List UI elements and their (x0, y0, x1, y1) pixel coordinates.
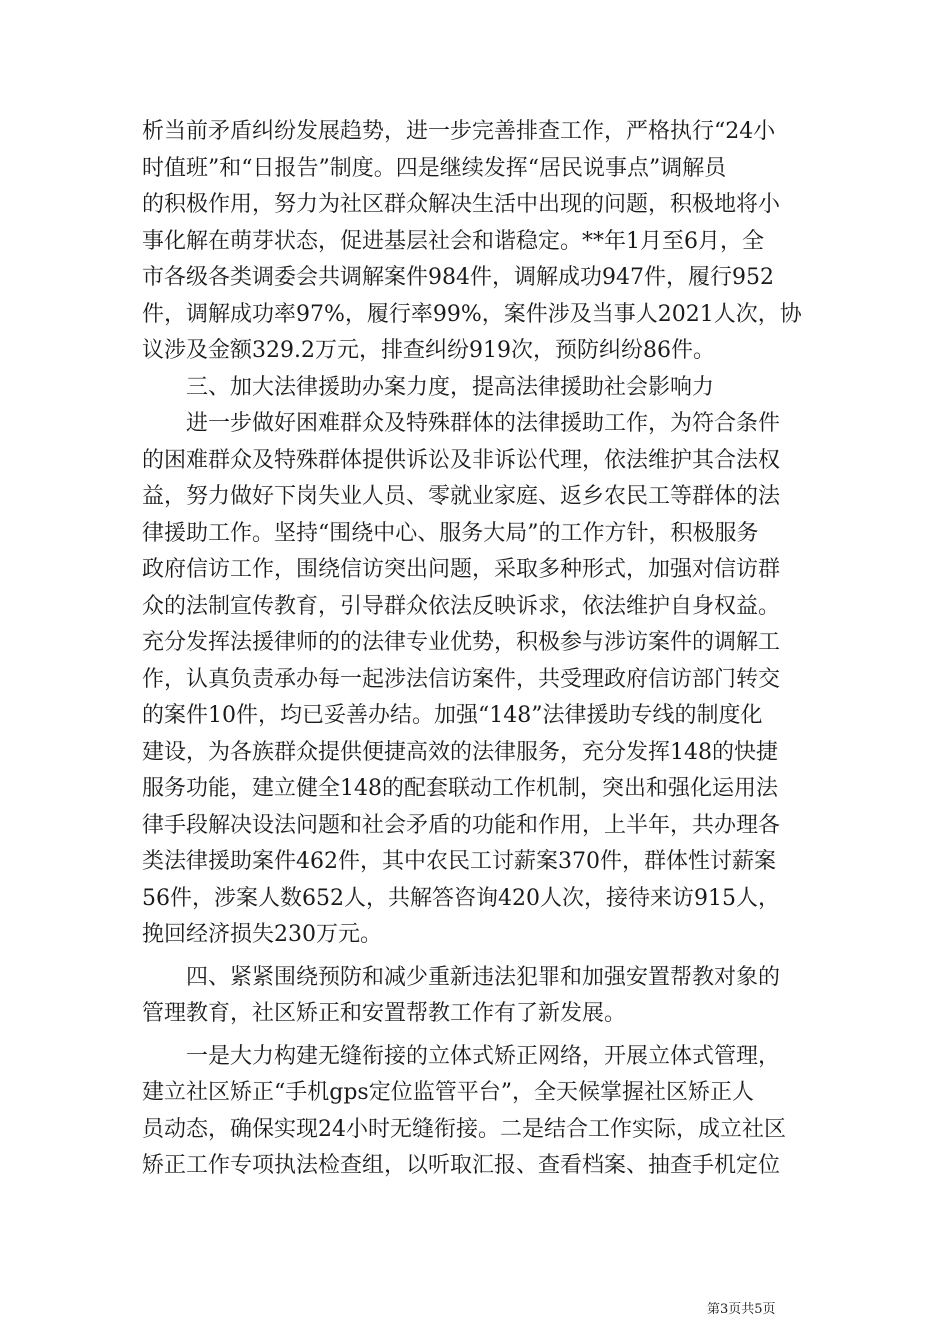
text-line-27: 建立社区矫正“手机gps定位监管平台”，全天候掌握社区矫正人 (142, 1080, 754, 1105)
text-line-2: 时值班”和“日报告”制度。四是继续发挥“居民说事点”调解员 (142, 155, 727, 181)
text-line-14: 众的法制宣传教育，引导群众依法反映诉求，依法维护自身权益。 (142, 593, 781, 619)
text-line-22: 56件，涉案人数652人，共解答咨询420人次，接待来访915人， (142, 885, 780, 911)
text-line-16: 作，认真负责承办每一起涉法信访案件，共受理政府信访部门转交 (142, 666, 781, 692)
text-line-1: 析当前矛盾纠纷发展趋势，进一步完善排查工作，严格执行“24小 (142, 119, 776, 144)
text-line-26: 一是大力构建无缝衔接的立体式矫正网络，开展立体式管理， (186, 1043, 781, 1069)
text-line-19: 服务功能，建立健全148的配套联动工作机制，突出和强化运用法 (142, 776, 778, 801)
text-line-6: 件，调解成功率97%，履行率99%，案件涉及当事人2021人次，协 (142, 301, 802, 327)
text-line-9: 进一步做好困难群众及特殊群体的法律援助工作，为符合条件 (186, 411, 781, 436)
section-heading-3: 三、加大法律援助办案力度，提高法律援助社会影响力 (186, 374, 715, 400)
text-line-18: 建设，为各族群众提供便捷高效的法律服务，充分发挥148的快捷 (142, 739, 778, 765)
text-line-20: 律手段解决设法问题和社会矛盾的功能和作用，上半年，共办理各 (142, 812, 781, 838)
text-line-12: 律援助工作。坚持“围绕中心、服务大局”的工作方针，积极服务 (142, 520, 759, 546)
text-line-21: 类法律援助案件462件，其中农民工讨薪案370件，群体性讨薪案 (142, 849, 776, 874)
text-line-10: 的困难群众及特殊群体提供诉讼及非诉讼代理，依法维护其合法权 (142, 447, 781, 473)
document-body (142, 114, 810, 1185)
section-heading-4-cont: 管理教育，社区矫正和安置帮教工作有了新发展。 (142, 1001, 627, 1026)
page-number: 第3页共5页 (707, 1302, 776, 1317)
section-heading-4: 四、紧紧围绕预防和减少重新违法犯罪和加强安置帮教对象的 (186, 964, 781, 990)
text-line-23: 挽回经济损失230万元。 (142, 922, 382, 947)
text-line-3: 的积极作用，努力为社区群众解决生活中出现的问题，积极地将小 (142, 192, 781, 217)
text-line-5: 市各级各类调委会共调解案件984件，调解成功947件，履行952 (142, 265, 774, 290)
text-line-7: 议涉及金额329.2万元，排查纠纷919次，预防纠纷86件。 (142, 338, 715, 363)
text-line-15: 充分发挥法援律师的的法律专业优势，积极参与涉访案件的调解工 (142, 630, 781, 655)
text-line-13: 政府信访工作，围绕信访突出问题，采取多种形式，加强对信访群 (142, 557, 781, 582)
text-line-29: 矫正工作专项执法检查组，以听取汇报、查看档案、抽查手机定位 (142, 1153, 781, 1178)
text-line-4: 事化解在萌芽状态，促进基层社会和谐稳定。**年1月至6月，全 (142, 228, 764, 254)
text-line-17: 的案件10件，均已妥善办结。加强“148”法律援助专线的制度化 (142, 703, 763, 728)
text-line-11: 益，努力做好下岗失业人员、零就业家庭、返乡农民工等群体的法 (142, 484, 781, 509)
text-line-28: 员动态，确保实现24小时无缝衔接。二是结合工作实际，成立社区 (142, 1116, 786, 1142)
